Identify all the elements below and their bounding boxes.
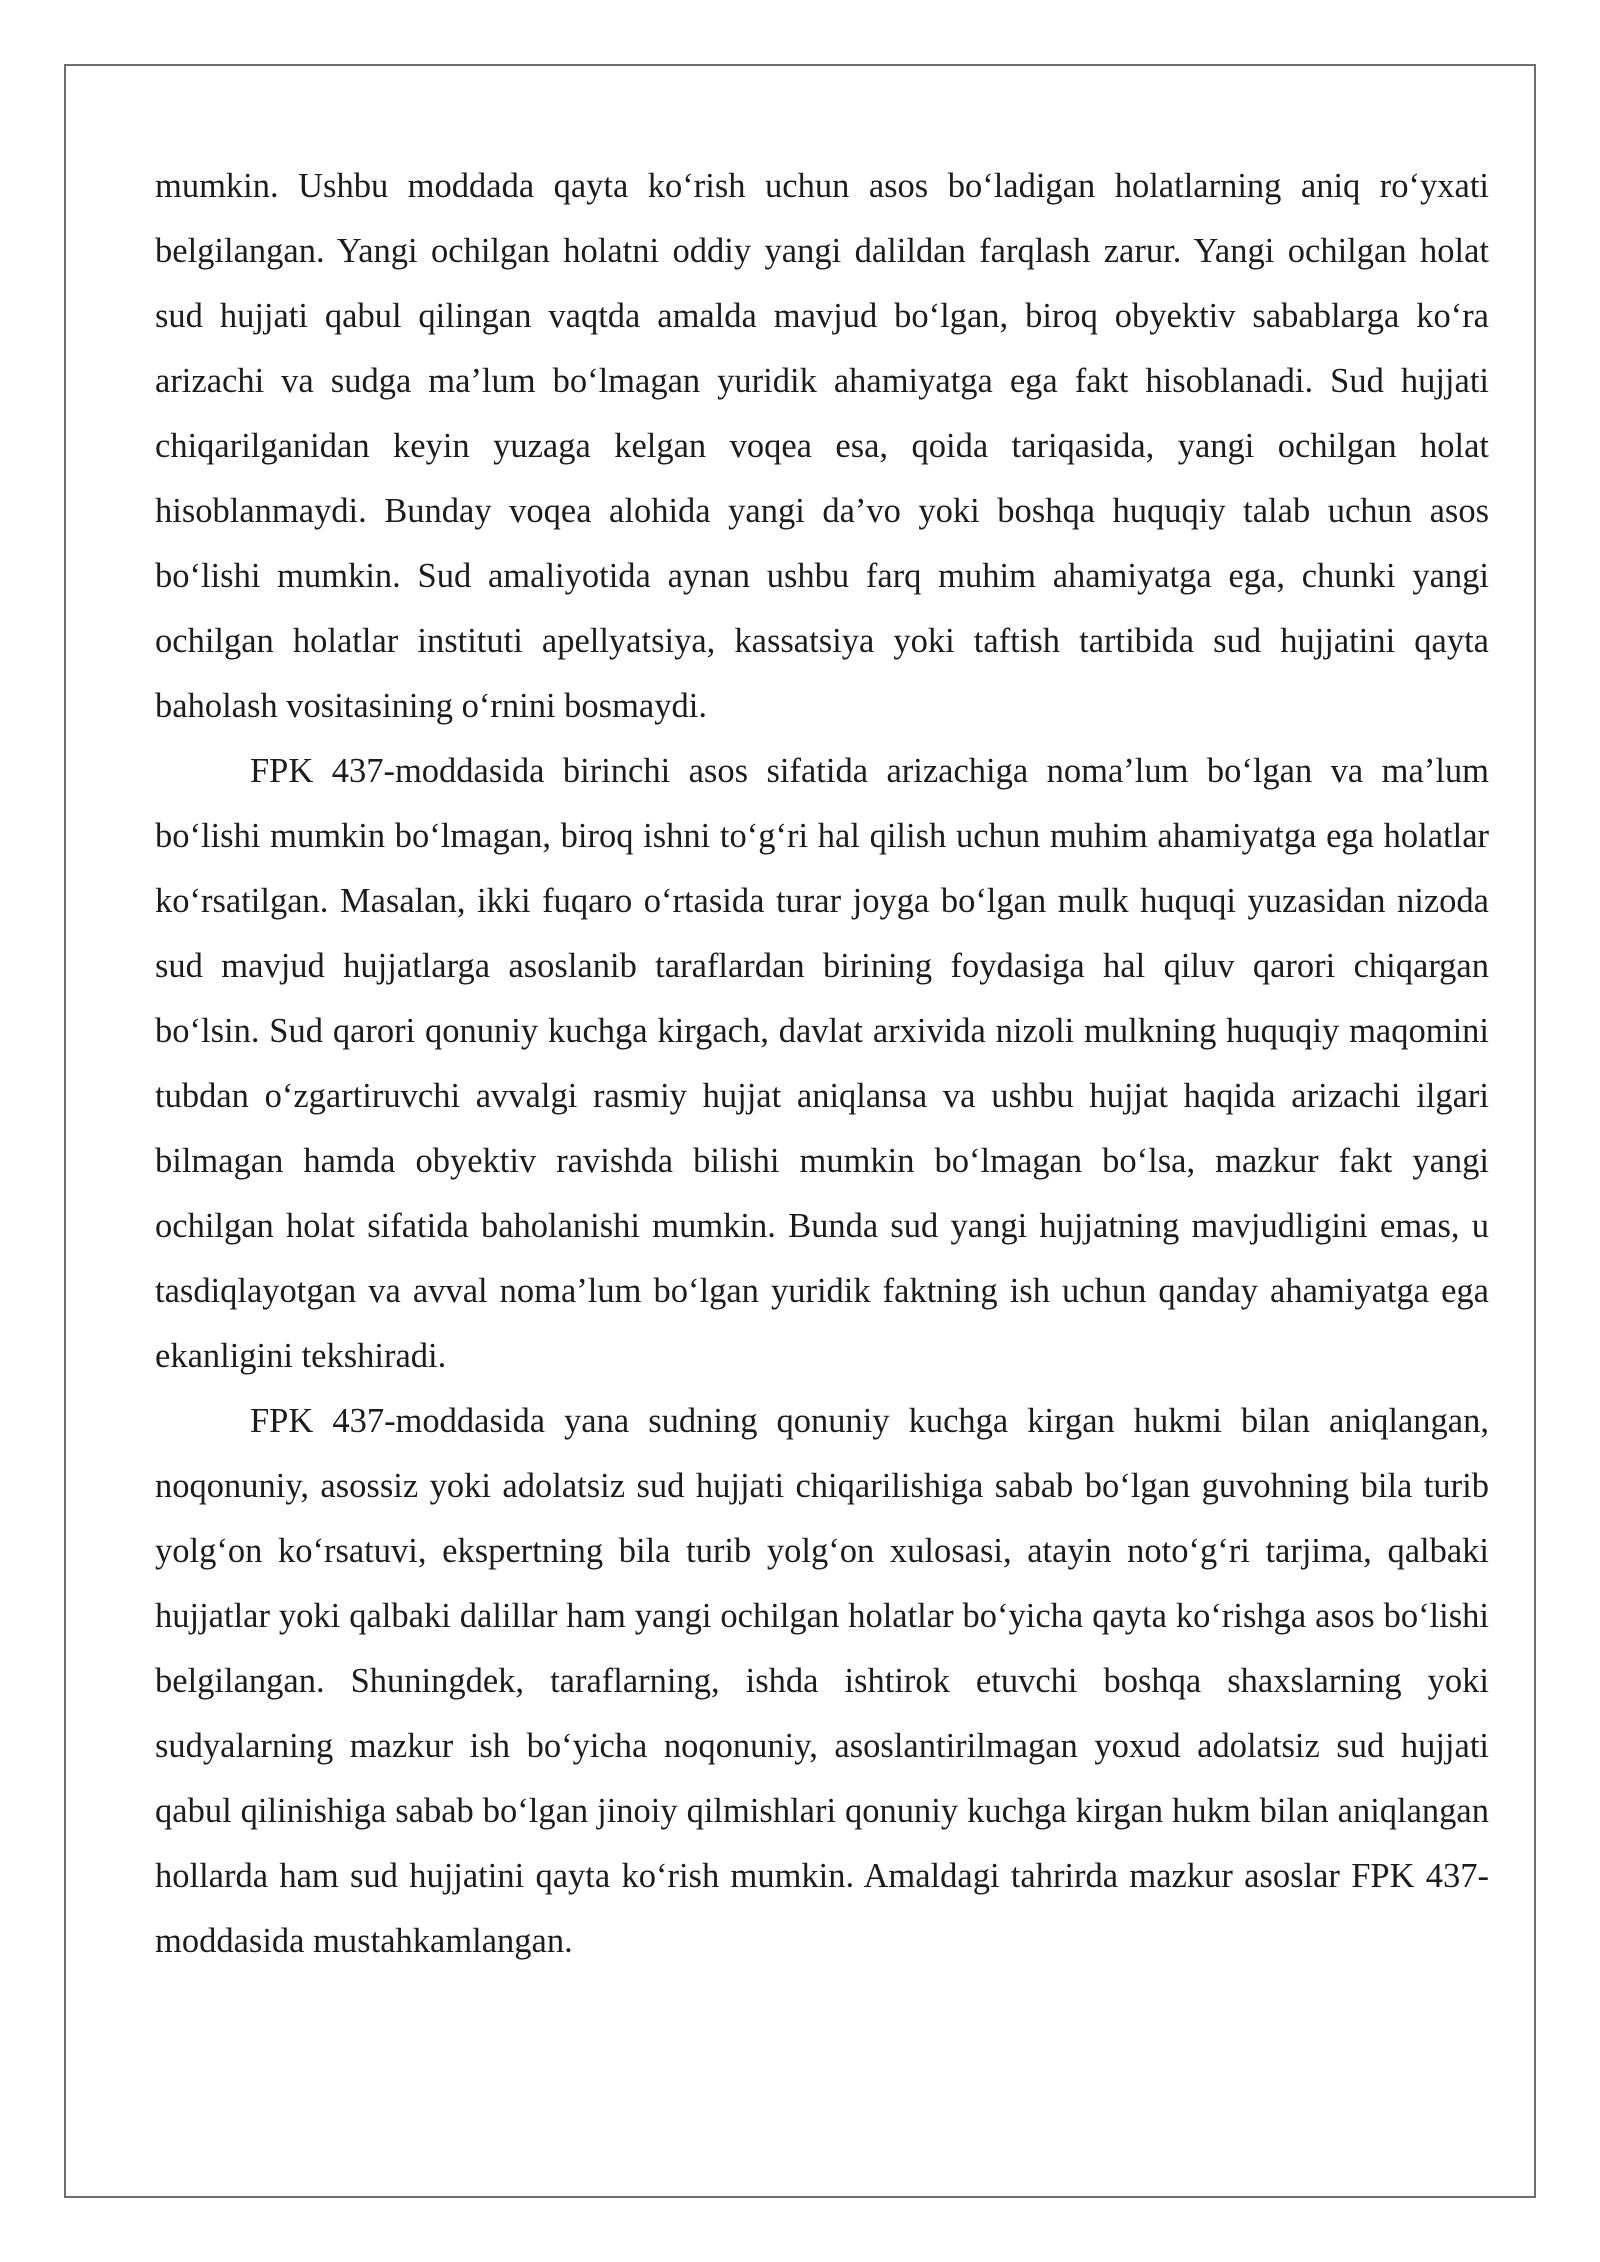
paragraph-criminal-grounds: FPK 437-moddasida yana sudning qonuniy kuchga kirgan hukmi bilan aniqlangan, noqonuniy, asossiz yoki adolatsiz sud hujjati chiqarilishiga sabab bo‘lgan guvohning bila turib yolg‘on ko‘rsatuvi, ekspertning bila turib yolg‘on xulosasi, atayin noto‘g‘ri tarjima, qalbaki hujjatlar yoki qalbaki dalillar ham yangi ochilgan holatlar bo‘yicha qayta ko‘rishga asos bo‘lishi belgilangan. Shuningdek, taraflarning, ishda ishtirok etuvchi boshqa shaxslarning yoki sudyalarning mazkur ish bo‘yicha noqonuniy, asoslantirilmagan yoxud adolatsiz sud hujjati qabul qilinishiga sabab bo‘lgan jinoiy qilmishlari qonuniy kuchga kirgan hukm bilan aniqlangan hollarda ham sud hujjatini qayta ko‘rish mumkin. Amaldagi tahrirda mazkur asoslar FPK 437-moddasida mustahkamlangan. (155, 1402, 1489, 1960)
paragraph-first-ground: FPK 437-moddasida birinchi asos sifatida arizachiga noma’lum bo‘lgan va ma’lum bo‘lishi mumkin bo‘lmagan, biroq ishni to‘g‘ri hal qilish uchun muhim ahamiyatga ega holatlar ko‘rsatilgan. Masalan, ikki fuqaro o‘rtasida turar joyga bo‘lgan mulk huquqi yuzasidan nizoda sud mavjud hujjatlarga asoslanib taraflardan birining foydasiga hal qiluv qarori chiqargan bo‘lsin. Sud qarori qonuniy kuchga kirgach, davlat arxivida nizoli mulkning huquqiy maqomini tubdan o‘zgartiruvchi avvalgi rasmiy hujjat aniqlansa va ushbu hujjat haqida arizachi ilgari bilmagan hamda obyektiv ravishda bilishi mumkin bo‘lmagan bo‘lsa, mazkur fakt yangi ochilgan holat sifatida baholanishi mumkin. Bunda sud yangi hujjatning mavjudligini emas, u tasdiqlayotgan va avval noma’lum bo‘lgan yuridik faktning ish uchun qanday ahamiyatga ega ekanligini tekshiradi. (155, 752, 1489, 1375)
paragraph-continuation: mumkin. Ushbu moddada qayta ko‘rish uchun asos bo‘ladigan holatlarning aniq ro‘yxati belgilangan. Yangi ochilgan holatni oddiy yangi dalildan farqlash zarur. Yangi ochilgan holat sud hujjati qabul qilingan vaqtda amalda mavjud bo‘lgan, biroq obyektiv sabablarga ko‘ra arizachi va sudga ma’lum bo‘lmagan yuridik ahamiyatga ega fakt hisoblanadi. Sud hujjati chiqarilganidan keyin yuzaga kelgan voqea esa, qoida tariqasida, yangi ochilgan holat hisoblanmaydi. Bunday voqea alohida yangi da’vo yoki boshqa huquqiy talab uchun asos bo‘lishi mumkin. Sud amaliyotida aynan ushbu farq muhim ahamiyatga ega, chunki yangi ochilgan holatlar instituti apellyatsiya, kassatsiya yoki taftish tartibida sud hujjatini qayta baholash vositasining o‘rnini bosmaydi. (155, 167, 1489, 725)
document-page (64, 64, 1536, 2198)
page-body (155, 154, 1489, 1974)
